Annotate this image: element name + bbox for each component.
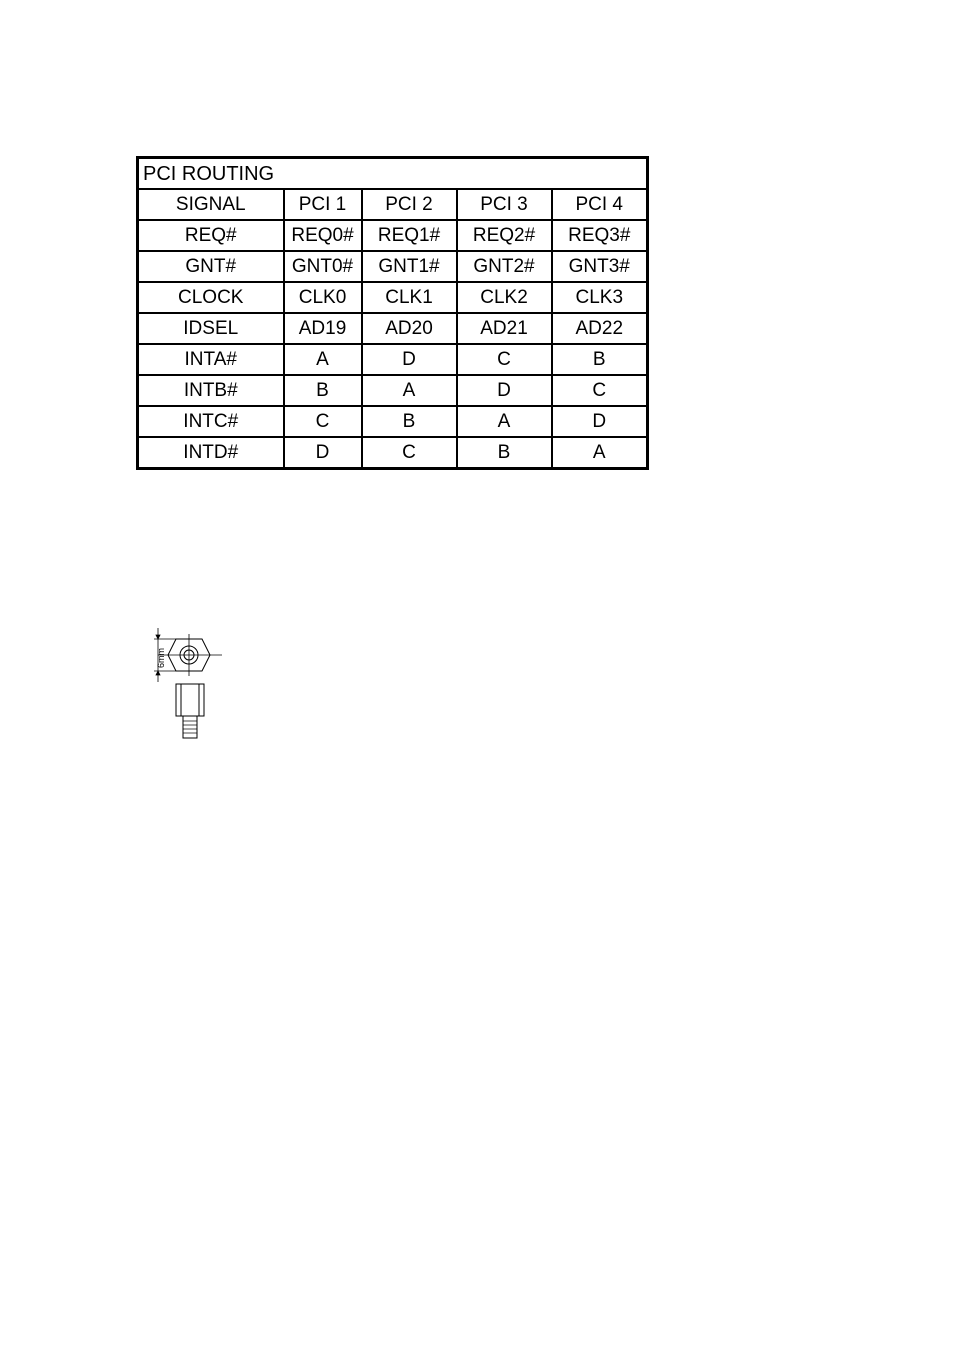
table-row xyxy=(138,251,648,282)
table-cell: GNT# xyxy=(138,251,284,282)
column-header: PCI 1 xyxy=(284,189,362,220)
table-cell: A xyxy=(362,375,457,406)
column-header: PCI 3 xyxy=(457,189,552,220)
hex-standoff-top-view xyxy=(158,634,222,676)
table-cell: REQ1# xyxy=(362,220,457,251)
table-cell: CLOCK xyxy=(138,282,284,313)
table-cell: AD21 xyxy=(457,313,552,344)
table-cell: REQ# xyxy=(138,220,284,251)
table-cell: REQ3# xyxy=(552,220,648,251)
table-cell: IDSEL xyxy=(138,313,284,344)
table-cell: CLK3 xyxy=(552,282,648,313)
table-row xyxy=(138,437,648,469)
table-cell: INTC# xyxy=(138,406,284,437)
table-cell: B xyxy=(284,375,362,406)
table-cell: D xyxy=(457,375,552,406)
table-cell: AD19 xyxy=(284,313,362,344)
table-cell: CLK0 xyxy=(284,282,362,313)
table-row xyxy=(138,344,648,375)
table-row xyxy=(138,313,648,344)
table-cell: CLK2 xyxy=(457,282,552,313)
table-cell: REQ2# xyxy=(457,220,552,251)
table-cell: A xyxy=(552,437,648,469)
table-cell: REQ0# xyxy=(284,220,362,251)
table-cell: D xyxy=(284,437,362,469)
table-row xyxy=(138,220,648,251)
table-title: PCI ROUTING xyxy=(138,158,648,190)
pci-routing-table xyxy=(136,156,649,470)
table-row xyxy=(138,282,648,313)
standoff-side-view xyxy=(176,684,204,738)
table-cell: AD20 xyxy=(362,313,457,344)
table-cell: GNT2# xyxy=(457,251,552,282)
table-cell: D xyxy=(552,406,648,437)
table-cell: B xyxy=(552,344,648,375)
table-cell: C xyxy=(457,344,552,375)
column-header: SIGNAL xyxy=(138,189,284,220)
standoff-drawing xyxy=(140,620,230,745)
table-cell: AD22 xyxy=(552,313,648,344)
table-cell: GNT3# xyxy=(552,251,648,282)
table-cell: B xyxy=(457,437,552,469)
table-cell: INTD# xyxy=(138,437,284,469)
column-header: PCI 4 xyxy=(552,189,648,220)
table-row xyxy=(138,406,648,437)
table-cell: GNT1# xyxy=(362,251,457,282)
table-cell: CLK1 xyxy=(362,282,457,313)
table-cell: INTA# xyxy=(138,344,284,375)
table-cell: C xyxy=(552,375,648,406)
table-cell: C xyxy=(284,406,362,437)
table-cell: A xyxy=(457,406,552,437)
table-cell: GNT0# xyxy=(284,251,362,282)
table-row xyxy=(138,375,648,406)
column-header: PCI 2 xyxy=(362,189,457,220)
table-header-row xyxy=(138,189,648,220)
table-title-row xyxy=(138,158,648,190)
dimension-label: 6mm xyxy=(156,648,166,668)
table-cell: D xyxy=(362,344,457,375)
table-cell: B xyxy=(362,406,457,437)
table-cell: A xyxy=(284,344,362,375)
table-cell: C xyxy=(362,437,457,469)
table-cell: INTB# xyxy=(138,375,284,406)
